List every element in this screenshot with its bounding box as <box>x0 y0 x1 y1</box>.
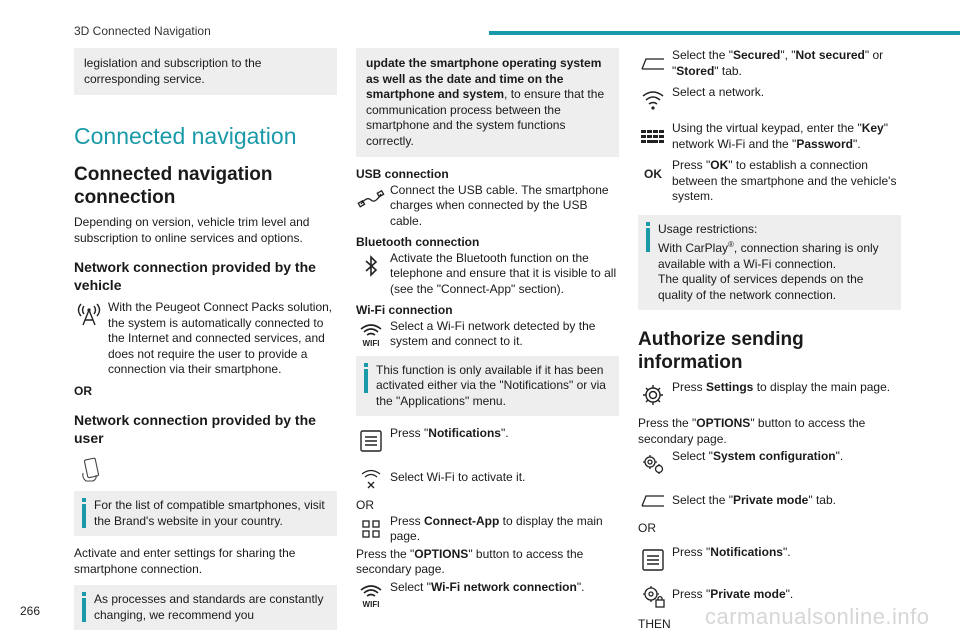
wifi-icon <box>356 580 386 610</box>
info-icon <box>364 363 368 410</box>
s3-post: ". <box>835 449 844 463</box>
system-config-row <box>638 449 901 479</box>
bluetooth-icon <box>356 251 386 281</box>
s4-bold: Private mode <box>732 493 809 507</box>
s4-post: " tab. <box>808 493 836 507</box>
notifications-text-2 <box>672 545 901 561</box>
opt-pre: Press the " <box>356 546 415 561</box>
wifi-network-connection-text <box>390 580 619 596</box>
notif-post: ". <box>500 426 509 440</box>
wifi-title: Wi-Fi connection <box>356 303 453 317</box>
wifi-text: Select a Wi-Fi network detected by the system and connect to it. <box>390 318 596 348</box>
subsection-title-vehicle: Network connection provided by the vehicle <box>74 259 316 293</box>
bluetooth-row <box>356 251 619 298</box>
update-box <box>356 48 619 157</box>
subsection-title-user: Network connection provided by the user <box>74 412 316 446</box>
paragraph-version: Depending on version, vehicle trim level and subscription to online services and options. <box>74 215 310 245</box>
update-box-bold: update the smartphone operating system as well as the date and time on the smartphone and system <box>366 56 602 101</box>
wifi-row <box>356 319 619 350</box>
tab-icon <box>638 485 668 515</box>
s6-bold: Private mode <box>710 586 786 601</box>
system-config-text <box>672 449 901 465</box>
s1-bold: Settings <box>706 380 754 394</box>
wifi-activate-text: Select Wi-Fi to activate it. <box>390 470 526 484</box>
note-usage-line3: The quality of services depends on the quality of the network connection. <box>658 272 864 302</box>
column-3 <box>638 48 901 640</box>
intro-box <box>74 48 337 95</box>
tab-b1: Secured <box>732 48 781 62</box>
wifi-activate-row <box>356 462 619 492</box>
options-text <box>356 547 619 578</box>
page-number: 266 <box>20 604 41 618</box>
vehicle-network-text: With the Peugeot Connect Packs solution, the system is automatically connected to the Internet and connected services, and does not require the user to provide a connection via their smartphone. <box>108 300 333 376</box>
intro-box-text: legislation and subscription to the corresponding service. <box>84 56 262 86</box>
update-box-rest: , to ensure that the communication process between the smartphone and the system functions correctly. <box>366 87 605 148</box>
usb-text: Connect the USB cable. The smartphone charges when connected by the USB cable. <box>390 182 609 228</box>
connect-app-row <box>356 514 619 545</box>
note-compatible-text: For the list of compatible smartphones, visit the Brand's website in your country. <box>94 498 325 528</box>
private-mode-tab-text <box>672 485 901 509</box>
apps-grid-icon <box>356 514 386 544</box>
info-note-usage <box>638 215 901 311</box>
info-note-function <box>356 356 619 417</box>
gear-lock-icon <box>638 581 668 611</box>
wifi-network-connection-row <box>356 580 619 610</box>
s4-pre: Select the " <box>672 493 733 507</box>
usb-cable-icon <box>356 183 386 213</box>
s5-bold: Notifications <box>710 544 783 559</box>
registered-mark: ® <box>728 240 734 249</box>
wifi-icon <box>638 85 668 115</box>
column-1 <box>74 48 337 640</box>
gears-icon <box>638 449 668 479</box>
or-label-3: OR <box>638 521 656 535</box>
s3-pre: Select " <box>672 449 713 463</box>
s2-post: " button to access the secondary page. <box>638 416 866 446</box>
then-label: THEN <box>638 616 671 631</box>
private-mode-text <box>672 581 901 603</box>
or-label-2: OR <box>356 498 374 512</box>
note-function-text: This function is only available if it has been activated either via the "Notifications" or via the "Applications" menu. <box>376 362 606 408</box>
select-network-row <box>638 85 901 115</box>
app-pre: Press <box>390 513 425 528</box>
keypad-icon <box>638 121 668 151</box>
s2-pre: Press the " <box>638 416 697 430</box>
app-post: to display the main page. <box>390 513 603 543</box>
section-title-connection: Connected navigation connection <box>74 164 273 208</box>
notifications-row <box>356 426 619 456</box>
notif-bold: Notifications <box>428 426 501 440</box>
tab-pre: Select the " <box>672 48 733 62</box>
header-accent-bar <box>489 31 960 35</box>
or-label: OR <box>74 383 92 398</box>
notifications-icon <box>356 426 386 456</box>
info-icon <box>82 498 86 529</box>
bluetooth-text: Activate the Bluetooth function on the telephone and ensure that it is visible to all (see the "Connect-App" section). <box>390 250 617 296</box>
ok-pre: Press " <box>672 158 711 172</box>
connect-app-text <box>390 514 619 545</box>
s5-post: ". <box>782 544 791 559</box>
page-title: Connected navigation <box>74 123 297 149</box>
s1-pre: Press <box>672 380 707 394</box>
s2-bold: OPTIONS <box>696 416 751 430</box>
note-processes-text: As processes and standards are constantly changing, we recommend you <box>94 592 324 622</box>
info-note-processes <box>74 585 337 630</box>
s6-post: ". <box>785 586 794 601</box>
usb-title: USB connection <box>356 167 449 181</box>
note-carplay-rest: , connection sharing is only available with a Wi-Fi connection. <box>658 241 879 271</box>
svg-text:OK: OK <box>644 167 662 181</box>
smartphone-row <box>74 453 337 487</box>
info-note-compatible <box>74 491 337 536</box>
notifications-icon <box>638 545 668 575</box>
private-mode-tab-row <box>638 485 901 515</box>
note-usage-line1: Usage restrictions: <box>658 221 758 236</box>
key-pre: Using the virtual keypad, enter the " <box>672 121 862 135</box>
info-icon <box>82 592 86 623</box>
usb-row <box>356 183 619 230</box>
options-text-2 <box>638 416 901 447</box>
gear-icon <box>638 380 668 410</box>
key-b1: Key <box>861 121 884 135</box>
s5-pre: Press " <box>672 544 711 559</box>
ok-bold: OK <box>710 158 729 172</box>
select-network-text: Select a network. <box>672 85 765 99</box>
keypad-row <box>638 121 901 152</box>
s3-bold: System configuration <box>712 449 836 463</box>
wnc-post: ". <box>576 579 585 594</box>
tab-select-text <box>672 48 901 79</box>
section-header: 3D Connected Navigation <box>74 24 211 38</box>
tab-m1: ", " <box>780 48 796 62</box>
wifi-icon <box>356 319 386 349</box>
ok-post: " to establish a connection between the smartphone and the vehicle's system. <box>672 158 897 203</box>
notifications-text <box>390 426 619 442</box>
paragraph-activate: Activate and enter settings for sharing the smartphone connection. <box>74 546 296 576</box>
s1-post: to display the main page. <box>753 380 891 394</box>
svg-text:WIFI: WIFI <box>362 338 380 348</box>
notif-pre: Press " <box>390 426 429 440</box>
key-mid: " network Wi-Fi and the " <box>672 121 888 151</box>
vehicle-network-row <box>74 300 337 378</box>
wnc-bold: Wi-Fi network connection <box>430 579 577 594</box>
key-post: ". <box>853 136 861 151</box>
settings-text <box>672 380 901 396</box>
bluetooth-title: Bluetooth connection <box>356 235 480 249</box>
ok-text <box>672 158 901 205</box>
ok-row <box>638 158 901 205</box>
tab-post: " tab. <box>714 63 742 78</box>
tab-m2: " or " <box>672 48 884 78</box>
section-title-authorize: Authorize sending information <box>638 329 804 373</box>
notifications-row-2 <box>638 545 901 575</box>
wnc-pre: Select " <box>390 579 431 594</box>
opt-post: " button to access the secondary page. <box>356 546 584 576</box>
app-bold: Connect-App <box>424 513 500 528</box>
info-icon <box>646 222 650 304</box>
note-carplay: With CarPlay <box>658 241 729 255</box>
watermark: carmanualsonline.info <box>705 604 930 629</box>
smartphone-hand-icon <box>74 453 108 487</box>
antenna-icon <box>74 300 104 330</box>
key-b2: Password <box>796 136 854 151</box>
wifi-off-icon <box>356 462 386 492</box>
settings-row <box>638 380 901 410</box>
tab-b2: Not secured <box>795 48 865 62</box>
ok-icon <box>638 158 668 188</box>
keypad-text <box>672 121 901 152</box>
tab-b3: Stored <box>676 63 715 78</box>
opt-bold: OPTIONS <box>414 546 469 561</box>
column-2 <box>356 48 619 616</box>
tab-icon <box>638 48 668 78</box>
s6-pre: Press " <box>672 586 711 601</box>
svg-text:WIFI: WIFI <box>362 599 380 609</box>
note-usage-text <box>658 222 893 304</box>
note-usage-line2 <box>658 237 893 272</box>
tab-select-row <box>638 48 901 79</box>
